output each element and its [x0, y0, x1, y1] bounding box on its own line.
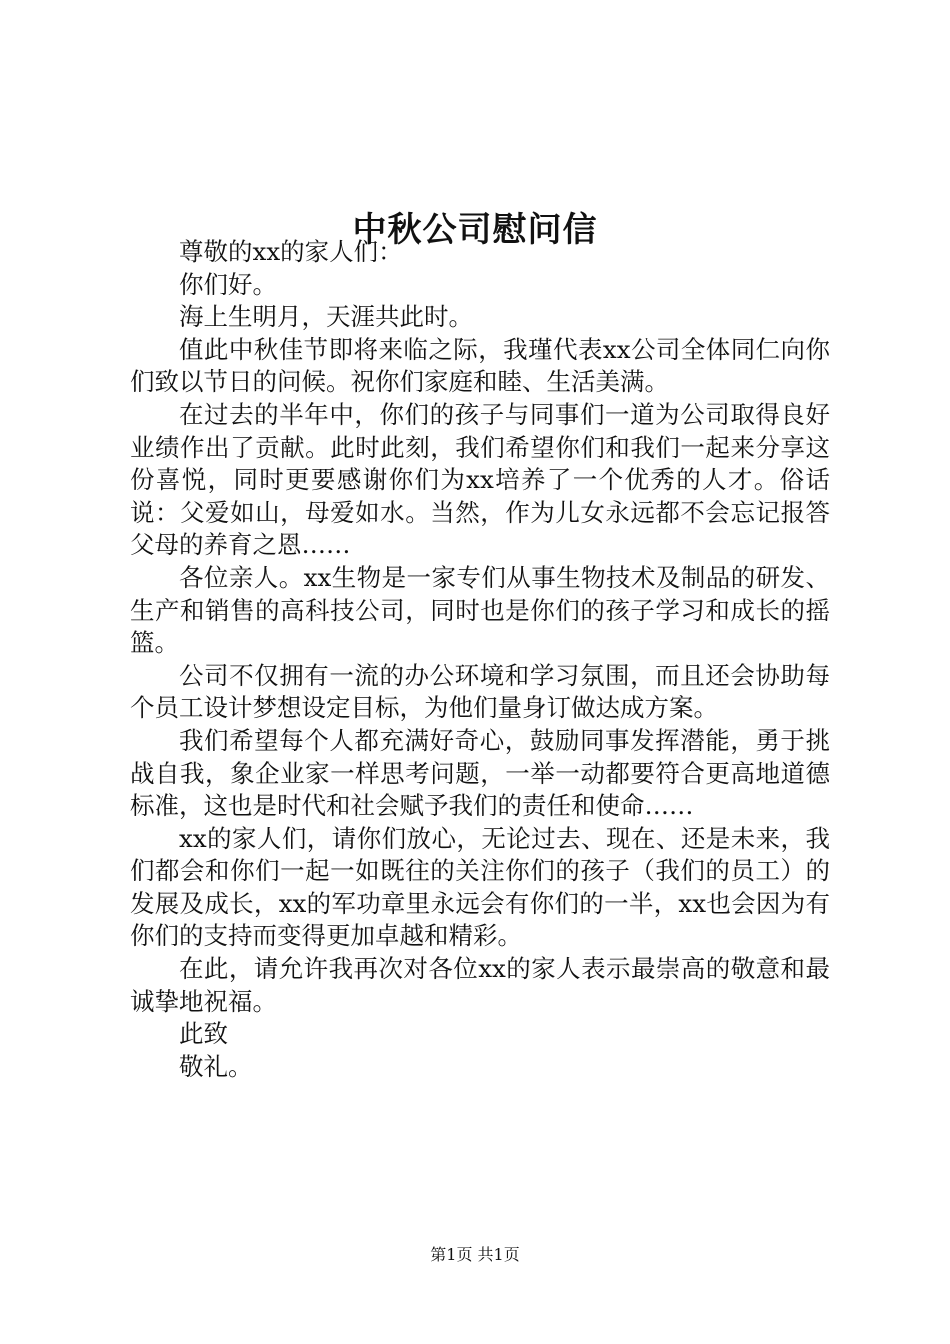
paragraph: 公司不仅拥有一流的办公环境和学习氛围，而且还会协助每个员工设计梦想设定目标，为他们量身订做达成方案。 — [130, 660, 830, 723]
closing-salutation: 敬礼。 — [179, 1051, 253, 1081]
paragraph: 在此，请允许我再次对各位xx的家人表示最崇高的敬意和最诚挚地祝福。 — [130, 954, 830, 1016]
paragraph: 在过去的半年中，你们的孩子与同事们一道为公司取得良好业绩作出了贡献。此时此刻，我们希望你们和我们一起来分享这份喜悦，同时更要感谢你们为xx培养了一个优秀的人才。俗话说：父爱如山，母爱如水。当然，作为儿女永远都不会忘记报答父母的养育之恩…… — [130, 399, 830, 560]
document-title: 中秋公司慰问信 — [352, 209, 598, 250]
paragraph: xx的家人们，请你们放心，无论过去、现在、还是未来，我们都会和你们一起一如既往的关注你们的孩子（我们的员工）的发展及成长，xx的军功章里永远会有你们的一半，xx也会因为有你们的支持而变得更加卓越和精彩。 — [130, 823, 830, 951]
paragraph: 你们好。 — [179, 269, 277, 299]
closing-line: 此致 — [179, 1019, 228, 1049]
greeting: 尊敬的xx的家人们： — [179, 237, 403, 266]
letter-body — [130, 236, 830, 1083]
paragraph: 我们希望每个人都充满好奇心，鼓励同事发挥潜能，勇于挑战自我，象企业家一样思考问题，一举一动都要符合更高地道德标准，这也是时代和社会赋予我们的责任和使命…… — [130, 725, 830, 821]
paragraph: 海上生明月，天涯共此时。 — [179, 302, 473, 332]
paragraph: 值此中秋佳节即将来临之际，我瑾代表xx公司全体同仁向你们致以节日的问候。祝你们家庭和睦、生活美满。 — [130, 334, 830, 397]
page-footer: 第1页 共1页 — [430, 1245, 520, 1264]
paragraph: 各位亲人。xx生物是一家专们从事生物技术及制品的研发、生产和销售的高科技公司，同时也是你们的孩子学习和成长的摇篮。 — [130, 562, 830, 658]
